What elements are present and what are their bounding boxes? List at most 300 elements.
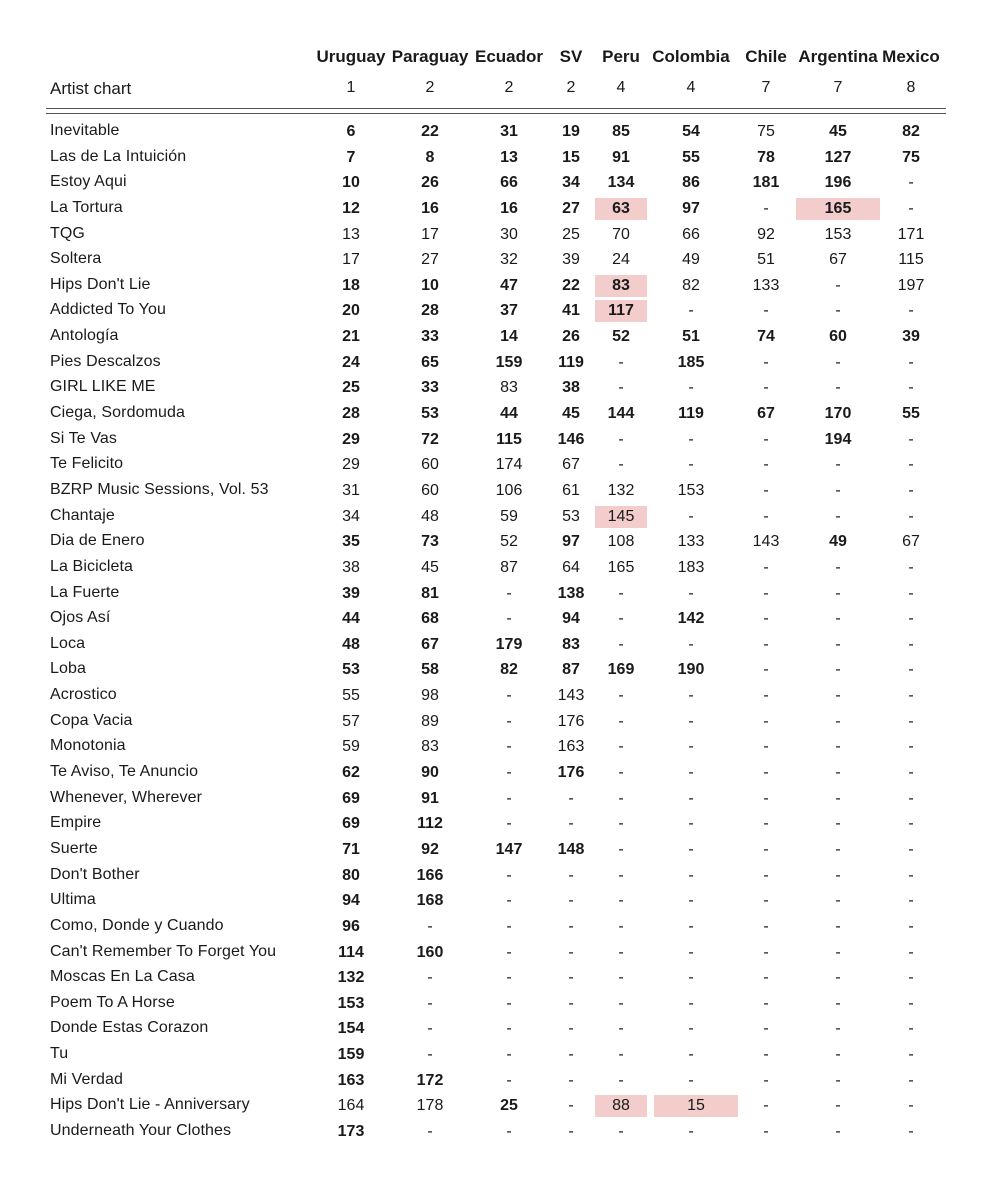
chart-position-sv: 83 <box>562 635 580 653</box>
chart-position-ecuador: - <box>506 969 512 987</box>
song-title: Inevitable <box>50 122 120 139</box>
chart-position-chile: - <box>763 1122 769 1140</box>
chart-position-chile: - <box>763 1020 769 1038</box>
chart-position-paraguay: 10 <box>421 276 439 294</box>
table-row <box>46 504 946 530</box>
chart-position-argentina: - <box>835 917 841 935</box>
chart-position-ecuador: - <box>506 994 512 1012</box>
table-row <box>46 452 946 478</box>
table-row <box>46 170 946 196</box>
table-row <box>46 401 946 427</box>
chart-position-ecuador: - <box>506 1046 512 1064</box>
chart-position-colombia: - <box>688 943 694 961</box>
chart-position-sv: 94 <box>562 610 580 628</box>
chart-position-uruguay: 25 <box>342 379 360 397</box>
chart-position-paraguay: 65 <box>421 353 439 371</box>
chart-position-peru: - <box>618 1046 624 1064</box>
chart-position-ecuador: 44 <box>500 405 518 423</box>
chart-position-peru: - <box>618 917 624 935</box>
chart-position-ecuador: 31 <box>500 123 518 140</box>
chart-position-colombia: 54 <box>682 123 700 140</box>
chart-position-argentina: - <box>835 866 841 884</box>
chart-position-sv: 138 <box>557 584 585 602</box>
chart-position-ecuador: - <box>506 1122 512 1140</box>
chart-position-uruguay: 69 <box>342 789 360 807</box>
chart-position-peru: - <box>618 687 624 705</box>
chart-position-chile: 133 <box>752 276 780 294</box>
chart-position-mexico: - <box>908 917 914 935</box>
chart-position-chile: 67 <box>757 405 775 423</box>
song-title: Suerte <box>50 839 98 857</box>
chart-position-argentina: - <box>835 379 841 397</box>
chart-position-ecuador: 115 <box>496 430 522 448</box>
chart-position-sv: 19 <box>562 123 580 140</box>
chart-position-uruguay: 35 <box>342 533 360 551</box>
chart-position-sv: 53 <box>562 507 580 525</box>
chart-position-peru: - <box>618 1071 624 1089</box>
table-row <box>46 1042 946 1068</box>
chart-position-colombia: 15 <box>654 1095 738 1117</box>
chart-position-sv: 119 <box>558 353 584 371</box>
chart-position-paraguay: 91 <box>421 789 439 807</box>
chart-position-argentina: - <box>835 507 841 525</box>
chart-position-sv: 34 <box>562 174 580 192</box>
chart-position-paraguay: 58 <box>421 661 439 679</box>
chart-position-ecuador: 37 <box>500 302 518 320</box>
artist-position-peru: 4 <box>616 79 626 96</box>
chart-position-ecuador: 47 <box>500 276 518 294</box>
artist-position-colombia: 4 <box>686 79 696 96</box>
chart-position-chile: - <box>763 661 769 679</box>
chart-position-mexico: - <box>908 456 914 474</box>
chart-position-peru: 169 <box>607 661 635 679</box>
chart-position-argentina: - <box>835 481 841 499</box>
chart-position-sv: 87 <box>562 661 580 679</box>
chart-position-ecuador: 83 <box>500 379 518 397</box>
chart-position-peru: - <box>618 866 624 884</box>
chart-position-uruguay: 154 <box>337 1020 365 1038</box>
chart-position-ecuador: - <box>506 789 512 807</box>
table-row <box>46 298 946 324</box>
chart-position-colombia: 86 <box>682 174 700 192</box>
chart-position-chile: - <box>763 866 769 884</box>
chart-position-argentina: - <box>835 302 841 320</box>
table-row <box>46 350 946 376</box>
chart-position-paraguay: 27 <box>421 251 439 269</box>
chart-position-argentina: - <box>835 558 841 576</box>
chart-position-chile: - <box>763 738 769 756</box>
country-header-argentina: Argentina <box>798 47 878 66</box>
table-row <box>46 1016 946 1042</box>
chart-position-paraguay: 72 <box>421 430 439 448</box>
song-title: Loba <box>50 660 86 678</box>
table-row <box>46 529 946 555</box>
chart-position-mexico: - <box>908 302 914 320</box>
artist-position-mexico: 8 <box>906 79 916 96</box>
chart-position-mexico: - <box>908 174 914 192</box>
chart-position-argentina: - <box>835 712 841 730</box>
song-title: Te Aviso, Te Anuncio <box>50 763 199 781</box>
chart-position-colombia: 142 <box>677 610 705 628</box>
chart-position-ecuador: 59 <box>500 507 518 525</box>
chart-position-mexico: - <box>908 379 914 397</box>
chart-position-chile: - <box>763 353 769 371</box>
table-body <box>46 119 946 1145</box>
chart-position-peru: 83 <box>595 275 647 297</box>
chart-position-uruguay: 59 <box>342 738 360 756</box>
country-header-mexico: Mexico <box>882 47 940 66</box>
chart-position-mexico: - <box>908 1046 914 1064</box>
song-title: Mi Verdad <box>50 1070 123 1088</box>
chart-position-peru: - <box>618 840 624 858</box>
song-title: Ultima <box>50 891 96 909</box>
chart-position-paraguay: 17 <box>421 225 439 243</box>
chart-position-colombia: 133 <box>677 533 705 551</box>
chart-position-paraguay: - <box>427 1020 433 1038</box>
table-row <box>46 657 946 683</box>
chart-position-uruguay: 24 <box>342 353 360 371</box>
chart-position-argentina: 170 <box>824 405 852 423</box>
artist-position-argentina: 7 <box>833 79 843 96</box>
chart-position-chile: - <box>763 558 769 576</box>
chart-position-mexico: - <box>908 892 914 910</box>
chart-position-ecuador: 14 <box>500 328 518 346</box>
chart-position-colombia: 185 <box>677 353 705 371</box>
chart-position-sv: - <box>568 815 574 833</box>
chart-position-paraguay: 28 <box>421 302 439 320</box>
chart-position-sv: - <box>568 789 574 807</box>
table-row <box>46 247 946 273</box>
chart-position-colombia: - <box>688 456 694 474</box>
table-row <box>46 760 946 786</box>
chart-position-chile: - <box>763 610 769 628</box>
chart-position-sv: - <box>568 866 574 884</box>
chart-position-sv: 61 <box>562 481 580 499</box>
chart-position-uruguay: 57 <box>342 712 360 730</box>
song-title: La Bicicleta <box>50 557 134 575</box>
chart-position-colombia: 183 <box>677 558 705 576</box>
artist-position-sv: 2 <box>566 79 576 96</box>
song-title: Copa Vacia <box>50 711 133 729</box>
chart-position-colombia: 153 <box>677 481 705 499</box>
chart-position-colombia: - <box>688 1020 694 1038</box>
chart-position-colombia: 97 <box>682 199 700 217</box>
chart-position-peru: - <box>618 456 624 474</box>
chart-position-mexico: 82 <box>902 123 920 140</box>
chart-position-ecuador: - <box>506 687 512 705</box>
chart-position-chile: - <box>763 430 769 448</box>
chart-position-uruguay: 53 <box>342 661 360 679</box>
chart-position-uruguay: 28 <box>342 405 360 423</box>
chart-position-argentina: - <box>835 687 841 705</box>
chart-position-sv: - <box>568 917 574 935</box>
chart-position-paraguay: 45 <box>421 558 439 576</box>
artist-position-paraguay: 2 <box>425 79 435 96</box>
chart-position-colombia: - <box>688 1046 694 1064</box>
chart-position-chile: - <box>763 456 769 474</box>
chart-position-argentina: 194 <box>824 430 852 448</box>
chart-position-peru: - <box>618 789 624 807</box>
chart-position-ecuador: 147 <box>495 840 523 858</box>
chart-position-paraguay: 60 <box>421 456 439 474</box>
table-row <box>46 1068 946 1094</box>
chart-position-chile: - <box>763 1071 769 1089</box>
chart-position-mexico: - <box>908 712 914 730</box>
chart-position-argentina: - <box>835 610 841 628</box>
chart-position-colombia: - <box>688 892 694 910</box>
table-row <box>46 914 946 940</box>
chart-position-sv: 67 <box>562 456 580 474</box>
chart-position-argentina: - <box>835 1097 841 1115</box>
chart-position-uruguay: 114 <box>338 943 364 961</box>
table-row <box>46 965 946 991</box>
chart-position-mexico: - <box>908 969 914 987</box>
chart-position-chile: - <box>763 199 769 217</box>
chart-position-uruguay: 94 <box>342 892 360 910</box>
chart-position-paraguay: 178 <box>416 1097 444 1115</box>
chart-position-peru: - <box>618 379 624 397</box>
chart-position-argentina: - <box>835 738 841 756</box>
table-row <box>46 940 946 966</box>
chart-position-mexico: - <box>908 507 914 525</box>
chart-position-chile: 78 <box>757 148 775 166</box>
chart-position-colombia: 49 <box>682 251 700 269</box>
chart-position-uruguay: 153 <box>337 994 365 1012</box>
chart-position-colombia: - <box>688 764 694 782</box>
table-row <box>46 786 946 812</box>
chart-position-mexico: - <box>908 199 914 217</box>
chart-position-argentina: - <box>835 764 841 782</box>
song-title: Si Te Vas <box>50 429 118 447</box>
chart-position-ecuador: - <box>506 1071 512 1089</box>
chart-position-uruguay: 44 <box>342 610 360 628</box>
chart-position-argentina: - <box>835 892 841 910</box>
chart-position-peru: - <box>618 430 624 448</box>
chart-position-sv: 38 <box>562 379 580 397</box>
chart-position-mexico: - <box>908 815 914 833</box>
song-title: Dia de Enero <box>50 532 145 550</box>
chart-position-paraguay: 112 <box>417 815 443 833</box>
chart-position-peru: 52 <box>612 328 630 346</box>
chart-position-peru: 63 <box>595 198 647 220</box>
chart-position-ecuador: - <box>506 943 512 961</box>
chart-position-peru: - <box>618 815 624 833</box>
chart-position-paraguay: 83 <box>421 738 439 756</box>
country-header-row <box>46 40 946 74</box>
chart-position-sv: - <box>568 1097 574 1115</box>
chart-position-argentina: - <box>835 969 841 987</box>
chart-position-colombia: 51 <box>682 328 700 346</box>
chart-position-mexico: 67 <box>902 533 920 551</box>
chart-position-sv: 148 <box>557 840 585 858</box>
table-row <box>46 273 946 299</box>
chart-position-peru: - <box>618 712 624 730</box>
chart-position-peru: 144 <box>607 405 635 423</box>
song-title: Empire <box>50 814 102 832</box>
chart-position-uruguay: 10 <box>342 174 360 192</box>
chart-position-sv: 22 <box>562 276 580 294</box>
chart-position-paraguay: 68 <box>421 610 439 628</box>
chart-position-paraguay: 48 <box>421 507 439 525</box>
chart-position-sv: 143 <box>557 687 585 705</box>
chart-position-argentina: - <box>835 584 841 602</box>
chart-position-uruguay: 96 <box>342 917 360 935</box>
chart-position-chile: - <box>763 815 769 833</box>
chart-position-colombia: - <box>688 789 694 807</box>
chart-position-uruguay: 18 <box>342 276 360 294</box>
table-row <box>46 863 946 889</box>
chart-position-sv: - <box>568 1122 574 1140</box>
chart-position-peru: - <box>618 943 624 961</box>
chart-position-peru: - <box>618 584 624 602</box>
table-row <box>46 555 946 581</box>
chart-position-chile: 92 <box>757 225 775 243</box>
song-title: TQG <box>50 224 85 242</box>
chart-position-uruguay: 163 <box>337 1071 365 1089</box>
chart-position-uruguay: 55 <box>342 687 360 705</box>
chart-position-mexico: - <box>908 610 914 628</box>
song-title: Estoy Aqui <box>50 173 127 191</box>
table-row <box>46 683 946 709</box>
song-title: Ciega, Sordomuda <box>50 404 186 422</box>
chart-position-paraguay: 67 <box>421 635 439 653</box>
chart-position-paraguay: 73 <box>421 533 439 551</box>
chart-position-chile: - <box>763 687 769 705</box>
song-title: Pies Descalzos <box>50 352 161 370</box>
chart-position-chile: - <box>763 917 769 935</box>
chart-position-chile: - <box>763 764 769 782</box>
country-header-peru: Peru <box>602 47 640 66</box>
table-row <box>46 375 946 401</box>
song-title: Acrostico <box>50 686 117 704</box>
chart-position-paraguay: - <box>427 969 433 987</box>
artist-chart-label: Artist chart <box>50 79 132 98</box>
chart-position-peru: 91 <box>612 148 630 166</box>
chart-position-ecuador: 106 <box>495 481 523 499</box>
chart-position-mexico: 55 <box>902 405 920 423</box>
song-title: Ojos Así <box>50 609 111 627</box>
chart-position-paraguay: 160 <box>416 943 444 961</box>
chart-position-argentina: - <box>835 1071 841 1089</box>
song-title: Hips Don't Lie <box>50 275 151 293</box>
chart-position-paraguay: 8 <box>425 148 435 166</box>
chart-position-chile: - <box>763 584 769 602</box>
chart-position-peru: 85 <box>612 123 630 140</box>
table-row <box>46 581 946 607</box>
chart-position-uruguay: 71 <box>342 840 360 858</box>
chart-position-colombia: - <box>688 584 694 602</box>
chart-position-colombia: - <box>688 712 694 730</box>
chart-position-argentina: - <box>835 353 841 371</box>
chart-position-mexico: - <box>908 866 914 884</box>
chart-position-colombia: - <box>688 507 694 525</box>
chart-position-uruguay: 34 <box>342 507 360 525</box>
song-title: Moscas En La Casa <box>50 968 195 986</box>
chart-position-argentina: 60 <box>829 328 847 346</box>
chart-position-chile: - <box>763 379 769 397</box>
chart-position-mexico: - <box>908 1097 914 1115</box>
chart-position-paraguay: 168 <box>416 892 444 910</box>
chart-position-chile: - <box>763 1046 769 1064</box>
chart-position-argentina: - <box>835 276 841 294</box>
chart-position-paraguay: 172 <box>416 1071 444 1089</box>
chart-position-argentina: 165 <box>796 198 880 220</box>
chart-position-ecuador: 87 <box>500 558 518 576</box>
chart-position-colombia: - <box>688 738 694 756</box>
chart-position-uruguay: 48 <box>342 635 360 653</box>
chart-position-argentina: - <box>835 815 841 833</box>
chart-position-chile: - <box>763 302 769 320</box>
chart-position-argentina: - <box>835 661 841 679</box>
chart-position-paraguay: 92 <box>421 840 439 858</box>
song-title: Como, Donde y Cuando <box>50 916 224 934</box>
chart-position-chile: 143 <box>752 533 780 551</box>
chart-position-ecuador: 179 <box>495 635 523 653</box>
table-row <box>46 734 946 760</box>
chart-position-sv: - <box>568 969 574 987</box>
chart-position-argentina: - <box>835 635 841 653</box>
chart-position-ecuador: 16 <box>500 199 518 217</box>
chart-position-argentina: - <box>835 1122 841 1140</box>
chart-position-uruguay: 13 <box>342 225 360 243</box>
chart-position-mexico: - <box>908 661 914 679</box>
chart-position-chile: - <box>763 994 769 1012</box>
chart-position-uruguay: 7 <box>346 148 356 166</box>
chart-position-colombia: - <box>688 379 694 397</box>
chart-position-uruguay: 173 <box>337 1122 365 1140</box>
chart-position-uruguay: 21 <box>342 328 360 346</box>
chart-position-ecuador: - <box>506 712 512 730</box>
chart-position-argentina: - <box>835 943 841 961</box>
chart-position-ecuador: - <box>506 1020 512 1038</box>
chart-position-ecuador: 52 <box>500 533 518 551</box>
song-title: Can't Remember To Forget You <box>50 942 277 960</box>
chart-position-chile: - <box>763 635 769 653</box>
chart-position-sv: 64 <box>562 558 580 576</box>
song-title: Donde Estas Corazon <box>50 1019 209 1037</box>
chart-position-mexico: 75 <box>902 148 920 166</box>
chart-position-sv: 176 <box>557 764 585 782</box>
chart-position-sv: - <box>568 1071 574 1089</box>
chart-position-mexico: - <box>908 994 914 1012</box>
table-row <box>46 632 946 658</box>
chart-position-mexico: - <box>908 353 914 371</box>
chart-position-peru: 108 <box>607 533 635 551</box>
chart-position-ecuador: 174 <box>495 456 523 474</box>
chart-position-mexico: - <box>908 840 914 858</box>
chart-position-peru: 134 <box>607 174 635 192</box>
table-row <box>46 811 946 837</box>
chart-position-chile: - <box>763 840 769 858</box>
chart-position-uruguay: 80 <box>342 866 360 884</box>
chart-position-mexico: 39 <box>902 328 920 346</box>
chart-position-mexico: - <box>908 1122 914 1140</box>
chart-position-colombia: - <box>688 815 694 833</box>
chart-position-peru: 165 <box>607 558 635 576</box>
table-row <box>46 1093 946 1119</box>
chart-position-colombia: - <box>688 1071 694 1089</box>
chart-position-paraguay: - <box>427 1046 433 1064</box>
song-title: Chantaje <box>50 506 115 524</box>
chart-position-paraguay: 53 <box>421 405 439 423</box>
chart-position-mexico: - <box>908 481 914 499</box>
chart-position-sv: - <box>568 1046 574 1064</box>
chart-position-mexico: - <box>908 1071 914 1089</box>
chart-position-ecuador: 13 <box>500 148 518 166</box>
chart-position-ecuador: - <box>506 866 512 884</box>
chart-position-paraguay: - <box>427 1122 433 1140</box>
song-title: Antología <box>50 327 119 345</box>
